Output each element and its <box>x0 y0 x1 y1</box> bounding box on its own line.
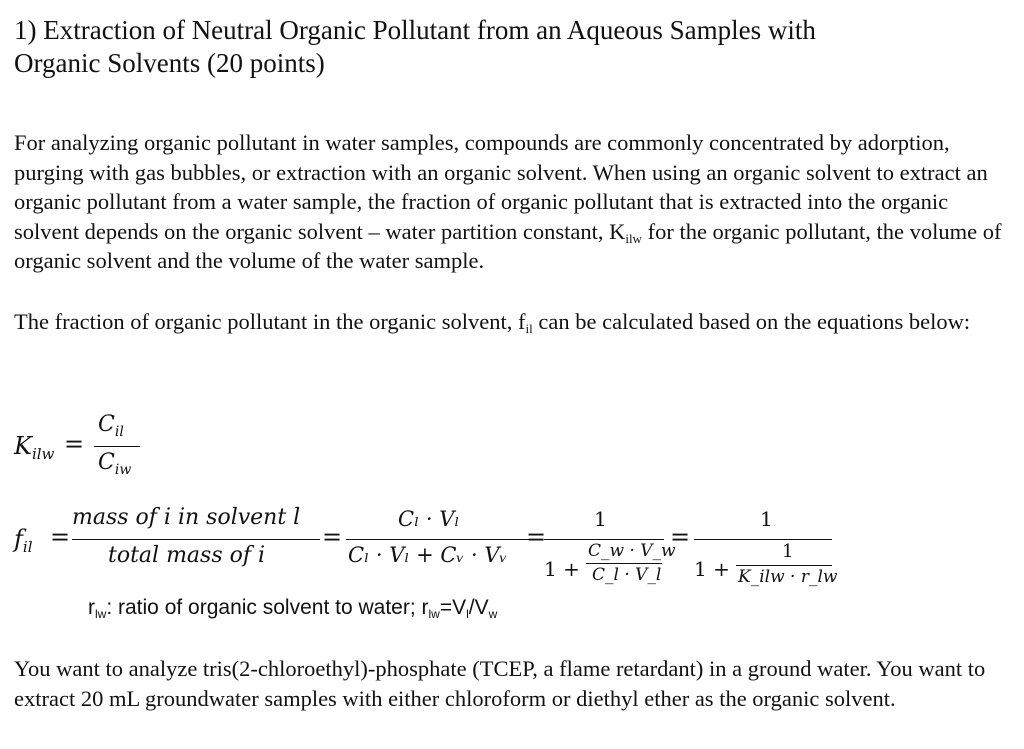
eq2-term1-denominator: total mass of i <box>108 543 266 568</box>
eq1-equals: = <box>64 430 85 458</box>
intro-paragraph <box>14 128 1010 276</box>
eq1-denominator: $C_{iw}$ <box>98 450 132 478</box>
fraction-subscript: il <box>525 320 533 336</box>
eq2-term3-bar <box>544 539 664 540</box>
eq2-term3-inner-denominator: C_l · V_l <box>592 565 662 585</box>
eq2-term4-bar <box>694 539 832 540</box>
task-paragraph: You want to analyze tris(2-chloroethyl)-phosphate (TCEP, a flame retardant) in a ground water. You want to extract 20 mL groundwater samples with either chloroform or diethyl ether as the organic solvent. <box>14 656 986 711</box>
intro-text-b: for the organic pollutant, the volume of organic solvent and the volume of the water sample. <box>14 218 1002 273</box>
ratio-note: $r_{lw}$: ratio of organic solvent to water; $r_{lw}=V_l/V_w$ <box>88 596 498 621</box>
eq2-term4-inner-denominator: K_ilw · r_lw <box>738 567 838 587</box>
eq2-term2-numerator: Cₗ · Vₗ <box>398 507 460 531</box>
eq2-term3-inner-numerator: C_w · V_w <box>588 541 676 561</box>
fraction-text-b: can be calculated based on the equations below: <box>532 308 971 334</box>
eq2-term3-one: 1 <box>594 507 607 531</box>
intro-subscript: ilw <box>625 230 642 246</box>
intro-text-a: For analyzing organic pollutant in water samples, compounds are commonly concentrated by adorption, purging with gas bubbles, or extraction with an organic solvent. When using an organic solvent to extract an organic pollutant from a water sample, the fraction of organic pollutant that is extracted into the organic solvent depends on the organic solvent – water partition constant, K <box>14 130 988 244</box>
eq2-term3-one-plus: 1 + <box>544 557 580 581</box>
eq2-equals-3: = <box>526 523 547 551</box>
partition-equation <box>14 402 214 482</box>
fraction-paragraph <box>14 307 1010 337</box>
eq2-equals-4: = <box>670 523 691 551</box>
eq1-lhs: $K_{ilw}$ <box>14 432 55 463</box>
eq2-term2-bar <box>346 539 530 540</box>
eq1-fraction-bar <box>94 446 140 447</box>
eq2-term4-inner-bar <box>736 565 832 566</box>
heading-line-2: Organic Solvents (20 points) <box>14 48 325 78</box>
eq2-term4-inner-numerator: 1 <box>782 541 794 562</box>
heading-line-1: 1) Extraction of Neutral Organic Pollutant from an Aqueous Samples with <box>14 15 816 45</box>
eq2-term2-denominator: Cₗ · Vₗ + Cᵥ · Vᵥ <box>348 543 508 567</box>
document-page <box>14 14 1010 336</box>
eq2-term4-one-plus: 1 + <box>694 557 730 581</box>
question-heading <box>14 14 1010 80</box>
eq2-equals-2: = <box>322 523 343 551</box>
eq1-numerator: $C_{il}$ <box>98 412 124 440</box>
fraction-equation <box>14 505 1014 595</box>
eq2-term1-bar <box>72 539 320 540</box>
eq2-lhs: $f_{il}$ <box>14 525 33 556</box>
eq2-term1-numerator: mass of i in solvent l <box>72 505 301 530</box>
eq2-term4-one: 1 <box>760 507 773 531</box>
eq2-term3-inner-bar <box>586 563 662 564</box>
fraction-text-a: The fraction of organic pollutant in the organic solvent, f <box>14 308 526 334</box>
eq2-equals-1: = <box>50 523 71 551</box>
